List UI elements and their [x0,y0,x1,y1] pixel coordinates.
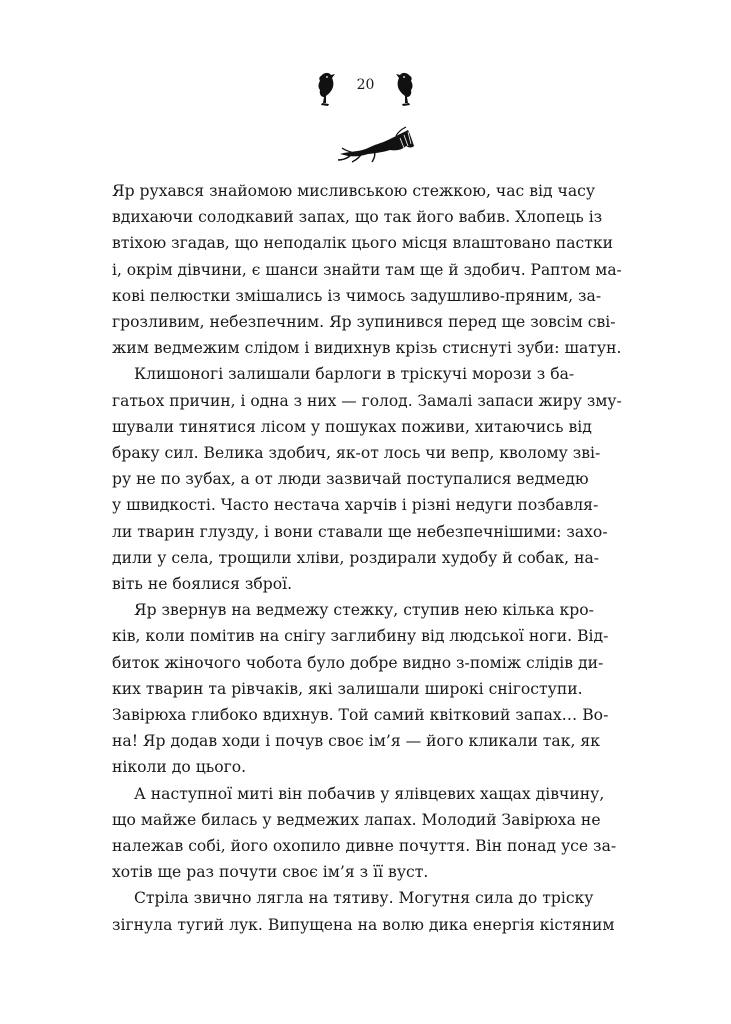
text-line: належав собі, його охопило дивне почуття. Він понад усе за- [112,837,617,856]
paragraph [112,178,622,361]
text-line: биток жіночого чобота було добре видно з-поміж слідів ди- [112,653,604,672]
body-text [112,178,622,938]
paragraph [112,781,622,886]
branch-ornament-icon [336,126,426,166]
paragraph [112,361,622,597]
text-line: Клишоногі залишали барлоги в тріскучі морози з ба- [134,365,575,384]
text-line: вдихаючи солодкавий запах, що так його вабив. Хлопець із [112,208,603,227]
paragraph [112,885,622,937]
page-header [0,70,731,108]
text-line: жим ведмежим слідом і видихнув крізь стиснуті зуби: шатун. [112,339,622,358]
text-line: ру не по зубах, а от люди зазвичай поступалися ведмедю [112,470,589,489]
text-line: грозливим, небезпечним. Яр зупинився перед ще зовсім сві- [112,313,616,332]
text-line: браку сил. Велика здобич, як-от лось чи вепр, кволому зві- [112,444,601,463]
text-line: на! Яр додав ходи і почув своє ім’я — його кликали так, як [112,732,600,751]
text-line: Яр рухався знайомою мисливською стежкою, час від часу [112,182,596,200]
page-number: 20 [356,77,375,93]
text-line: Завірюха глибоко вдихнув. Той самий квітковий запах… Во- [112,706,609,725]
raven-icon [388,70,418,108]
text-line: гатьох причин, і одна з них — голод. Замалі запаси жиру зму- [112,391,622,410]
text-line: ніколи до цього. [112,758,247,777]
text-line: Яр звернув на ведмежу стежку, ступив нею кілька кро- [134,601,594,620]
text-line: хотів ще раз почути своє ім’я з її вуст. [112,863,429,882]
text-line: у швидкості. Часто нестача харчів і різні недуги позбавля- [112,496,599,515]
text-line: кові пелюстки змішались із чимось задушливо-пряним, за- [112,286,602,305]
text-line: і, окрім дівчини, є шанси знайти там ще й здобич. Раптом ма- [112,260,622,279]
paragraph [112,597,622,780]
text-line: віть не боялися зброї. [112,575,293,594]
text-line: А наступної миті він побачив у ялівцевих хащах дівчину, [134,784,605,803]
text-line: ли тварин глузду, і вони ставали ще небезпечнішими: захо- [112,522,608,541]
text-line: втіхою згадав, що неподалік цього місця влаштовано пастки [112,234,614,253]
text-line: ких тварин та рівчаків, які залишали широкі снігоступи. [112,679,583,698]
text-line: дили у села, трощили хліви, роздирали худобу й собак, на- [112,548,600,567]
text-line: ків, коли помітив на снігу заглибину від людської ноги. Від- [112,627,609,646]
text-line: Стріла звично лягла на тятиву. Могутня сила до тріску [134,889,594,908]
text-line: шували тинятися лісом у пошуках поживи, хитаючись від [112,417,592,436]
raven-icon [313,70,343,108]
text-line: зігнула тугий лук. Випущена на волю дика енергія кістяним [112,915,615,934]
text-line: що майже билась у ведмежих лапах. Молодий Завірюха не [112,810,601,829]
